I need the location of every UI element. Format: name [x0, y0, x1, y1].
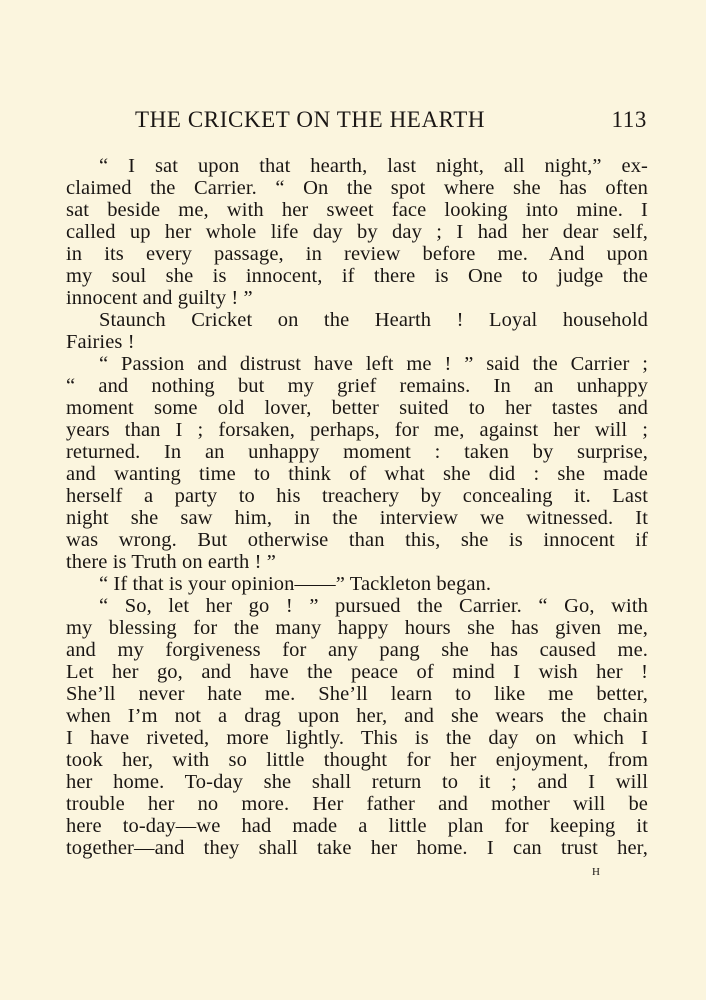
text-line: herself a party to his treachery by concealing it. Last: [66, 485, 648, 507]
text-line: innocent and guilty ! ”: [66, 287, 253, 309]
running-title: THE CRICKET ON THE HEARTH: [135, 107, 486, 132]
text-line: moment some old lover, better suited to her tastes and: [66, 397, 648, 419]
signature-mark: H: [592, 866, 601, 878]
text-line: “ and nothing but my grief remains. In an unhappy: [66, 375, 648, 397]
text-line: “ If that is your opinion——” Tackleton began.: [99, 573, 492, 595]
text-line: here to-day—we had made a little plan for keeping it: [66, 815, 648, 837]
page-number: 113: [611, 107, 647, 132]
text-line: returned. In an unhappy moment : taken by surprise,: [66, 441, 648, 463]
running-head: [135, 107, 647, 137]
text-line: Let her go, and have the peace of mind I wish her !: [66, 661, 648, 683]
text-line: “ I sat upon that hearth, last night, all night,” ex-: [99, 155, 648, 177]
text-line: my blessing for the many happy hours she has given me,: [66, 617, 648, 639]
text-line: claimed the Carrier. “ On the spot where she has often: [66, 177, 648, 199]
text-line: was wrong. But otherwise than this, she is innocent if: [66, 529, 648, 551]
text-line: years than I ; forsaken, perhaps, for me, against her will ;: [66, 419, 648, 441]
text-line: I have riveted, more lightly. This is the day on which I: [66, 727, 648, 749]
text-line: when I’m not a drag upon her, and she wears the chain: [66, 705, 648, 727]
text-line: and wanting time to think of what she did : she made: [66, 463, 648, 485]
text-line: together—and they shall take her home. I can trust her,: [66, 837, 648, 859]
text-line: there is Truth on earth ! ”: [66, 551, 276, 573]
text-line: Fairies !: [66, 331, 135, 353]
text-line: her home. To-day she shall return to it ; and I will: [66, 771, 648, 793]
text-line: trouble her no more. Her father and mother will be: [66, 793, 648, 815]
text-line: my soul she is innocent, if there is One to judge the: [66, 265, 648, 287]
text-line: took her, with so little thought for her enjoyment, from: [66, 749, 648, 771]
body-text: [66, 155, 648, 859]
text-line: “ Passion and distrust have left me ! ” said the Carrier ;: [99, 353, 648, 375]
text-line: sat beside me, with her sweet face looking into mine. I: [66, 199, 648, 221]
text-line: “ So, let her go ! ” pursued the Carrier. “ Go, with: [99, 595, 648, 617]
text-line: and my forgiveness for any pang she has caused me.: [66, 639, 648, 661]
text-line: night she saw him, in the interview we witnessed. It: [66, 507, 648, 529]
text-line: Staunch Cricket on the Hearth ! Loyal household: [99, 309, 648, 331]
text-line: She’ll never hate me. She’ll learn to like me better,: [66, 683, 648, 705]
text-line: in its every passage, in review before me. And upon: [66, 243, 648, 265]
text-line: called up her whole life day by day ; I had her dear self,: [66, 221, 648, 243]
